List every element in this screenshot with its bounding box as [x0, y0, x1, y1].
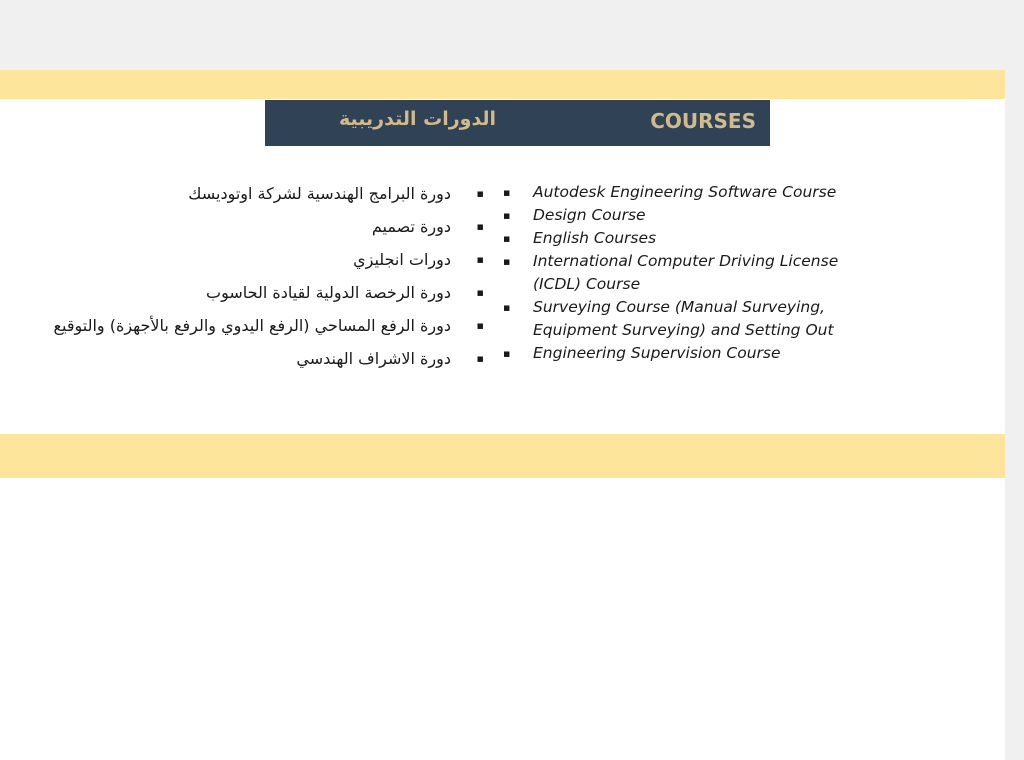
bullet-icon: ▪: [503, 255, 511, 268]
list-item: [503, 250, 843, 296]
list-item: [503, 204, 843, 227]
list-item: [14, 177, 484, 210]
section-title-english: COURSES: [650, 109, 756, 133]
course-label-en: International Computer Driving License (ICDL) Course: [533, 252, 839, 293]
bullet-icon: ▪: [503, 347, 511, 360]
bullet-icon: ▪: [503, 232, 511, 245]
top-yellow-band: [0, 70, 1005, 99]
list-item: [503, 296, 843, 342]
bottom-yellow-band: [0, 434, 1005, 478]
section-title-bar: [265, 100, 770, 146]
list-item: [14, 243, 484, 276]
course-label-ar: دورة البرامج الهندسية لشركة اوتوديسك: [188, 184, 451, 203]
bullet-icon: ▪: [476, 286, 484, 299]
course-label-ar: دورة الرفع المساحي (الرفع اليدوي والرفع بالأجهزة) والتوقيع: [53, 316, 451, 335]
bullet-icon: ▪: [476, 187, 484, 200]
course-label-ar: دورات انجليزي: [353, 250, 451, 269]
course-label-en: English Courses: [533, 229, 657, 247]
list-item: [14, 276, 484, 309]
bullet-icon: ▪: [476, 220, 484, 233]
list-item: [14, 210, 484, 243]
courses-list-arabic: [14, 177, 484, 375]
course-label-en: Surveying Course (Manual Surveying, Equipment Surveying) and Setting Out: [533, 298, 834, 339]
course-label-en: Autodesk Engineering Software Course: [533, 183, 837, 201]
list-item: [14, 309, 484, 342]
bullet-icon: ▪: [476, 253, 484, 266]
bullet-icon: ▪: [503, 301, 511, 314]
top-margin: [0, 0, 1024, 70]
list-item: [503, 227, 843, 250]
list-item: [14, 342, 484, 375]
bullet-icon: ▪: [503, 209, 511, 222]
scrollbar-track[interactable]: [1005, 0, 1024, 760]
course-label-en: Design Course: [533, 206, 646, 224]
bullet-icon: ▪: [503, 186, 511, 199]
course-label-ar: دورة الرخصة الدولية لقيادة الحاسوب: [206, 283, 451, 302]
course-label-ar: دورة الاشراف الهندسي: [296, 349, 451, 368]
course-label-en: Engineering Supervision Course: [533, 344, 781, 362]
course-label-ar: دورة تصميم: [371, 217, 451, 236]
list-item: [503, 342, 843, 365]
list-item: [503, 181, 843, 204]
bullet-icon: ▪: [476, 352, 484, 365]
courses-list-english: [503, 181, 843, 365]
bullet-icon: ▪: [476, 319, 484, 332]
section-title-arabic: الدورات التدريبية: [339, 108, 497, 130]
